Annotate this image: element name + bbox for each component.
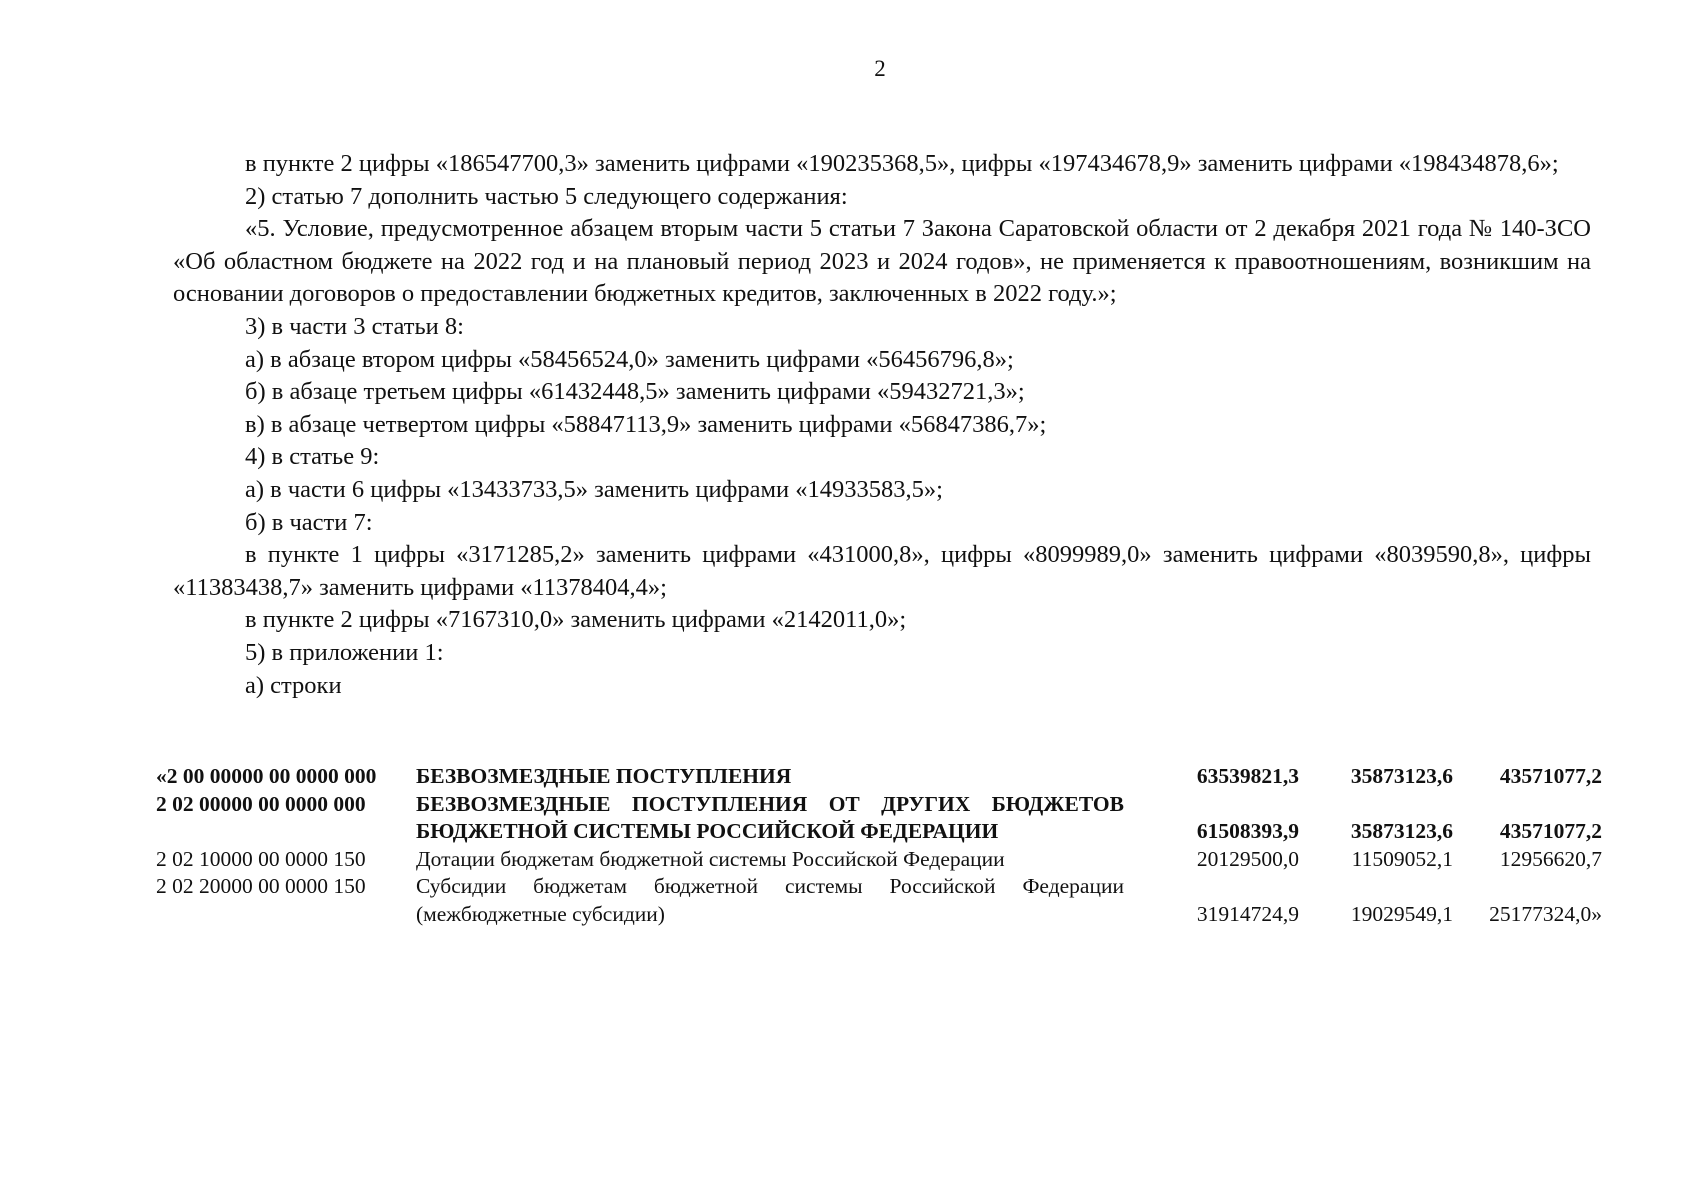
document-body [173,148,1591,702]
row-value-2024: 43571077,2 [1499,819,1602,843]
paragraph-7: в) в абзаце четвертом цифры «58847113,9» заменить цифрами «56847386,7»; [245,410,1047,438]
table-row [150,873,1602,928]
row-value-2024: 43571077,2 [1499,764,1602,788]
page-number: 2 [874,56,886,81]
paragraph-10: б) в части 7: [245,508,373,536]
paragraph-9: а) в части 6 цифры «13433733,5» заменить цифрами «14933583,5»; [245,475,943,503]
paragraph-6: б) в абзаце третьем цифры «61432448,5» заменить цифрами «59432721,3»; [245,378,1025,406]
table-row [150,791,1602,846]
row-name: Дотации бюджетам бюджетной системы Российской Федерации [416,846,1005,871]
row-value-2023: 11509052,1 [1351,846,1453,871]
row-value-2022: 63539821,3 [1196,764,1299,788]
paragraph-2: 2) статью 7 дополнить частью 5 следующего содержания: [245,182,848,210]
row-value-2022: 31914724,9 [1196,901,1299,926]
table-row [150,846,1602,874]
paragraph-13: 5) в приложении 1: [245,638,444,666]
row-name: БЕЗВОЗМЕЗДНЫЕ ПОСТУПЛЕНИЯ ОТ ДРУГИХ БЮДЖЕТОВ БЮДЖЕТНОЙ СИСТЕМЫ РОССИЙСКОЙ ФЕДЕРАЦИИ [416,791,1124,843]
row-value-2022: 20129500,0 [1196,846,1299,871]
paragraph-12: в пункте 2 цифры «7167310,0» заменить цифрами «2142011,0»; [245,606,907,634]
paragraph-3: «5. Условие, предусмотренное абзацем вторым части 5 статьи 7 Закона Саратовской области от 2 декабря 2021 года № 140-ЗСО «Об областном бюджете на 2022 год и на плановый период 2023 и 2024 годов», не применяется к правоотношениям, возникшим на основании договоров о предоставлении бюджетных кредитов, заключенных в 2022 году.»; [173,215,1591,308]
row-value-2022: 61508393,9 [1196,819,1299,843]
row-value-2023: 35873123,6 [1350,764,1453,788]
paragraph-1: в пункте 2 цифры «186547700,3» заменить цифрами «190235368,5», цифры «197434678,9» заменить цифрами «198434878,6»; [245,150,1559,177]
paragraph-4: 3) в части 3 статьи 8: [245,312,464,340]
budget-table-grid [150,763,1602,928]
row-name: Субсидии бюджетам бюджетной системы Российской Федерации (межбюджетные субсидии) [416,874,1124,926]
paragraph-5: а) в абзаце втором цифры «58456524,0» заменить цифрами «56456796,8»; [245,345,1014,373]
row-code: 2 02 20000 00 0000 150 [156,874,366,898]
row-code: «2 00 00000 00 0000 000 [156,764,377,788]
row-value-2023: 19029549,1 [1350,901,1453,926]
budget-table [150,763,1602,928]
paragraph-14: а) строки [245,671,342,699]
row-code: 2 02 00000 00 0000 000 [156,791,366,816]
table-row [150,763,1602,791]
paragraph-11: в пункте 1 цифры «3171285,2» заменить цифрами «431000,8», цифры «8099989,0» заменить цифрами «8039590,8», цифры «11383438,7» заменить цифрами «11378404,4»; [173,541,1591,601]
row-value-2023: 35873123,6 [1350,819,1453,843]
row-value-2024: 25177324,0» [1489,901,1602,926]
row-name: БЕЗВОЗМЕЗДНЫЕ ПОСТУПЛЕНИЯ [416,764,792,788]
row-value-2024: 12956620,7 [1499,846,1602,871]
row-code: 2 02 10000 00 0000 150 [156,846,366,871]
paragraph-8: 4) в статье 9: [245,443,380,471]
